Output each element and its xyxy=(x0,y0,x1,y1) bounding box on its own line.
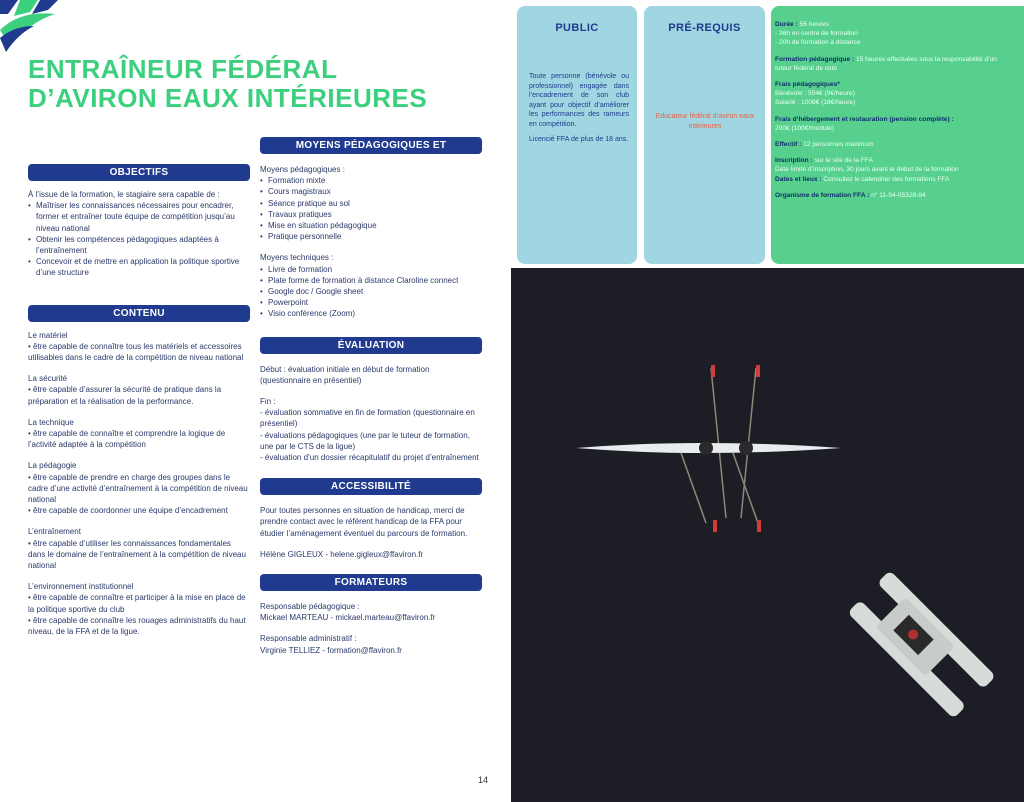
formateurs-heading: FORMATEURS xyxy=(260,574,482,591)
organisme-value: n° 11-94-05328-94 xyxy=(871,191,926,199)
evaluation-fin-title: Fin : xyxy=(260,397,276,407)
prerequis-body: Educateur fédéral d’aviron eaux intérieures xyxy=(655,113,755,130)
info-panel xyxy=(511,0,1024,268)
section-line: • être capable de coordonner une équipe d’encadrement xyxy=(28,506,228,516)
list-item: • Formation mixte xyxy=(260,175,482,186)
section-title: La pédagogie xyxy=(28,461,77,471)
title-line-2: D’AVIRON EAUX INTÉRIEURES xyxy=(28,83,428,113)
resp-admin-title: Responsable administratif : xyxy=(260,634,357,644)
contenu-block xyxy=(28,330,250,638)
list-item: • Powerpoint xyxy=(260,297,482,308)
accessibilite-block xyxy=(260,505,482,560)
moyens-block xyxy=(260,164,482,320)
formation-value: 15 heures effectuées sous la responsabilité d’un tuteur fédéral de club xyxy=(775,55,997,72)
page-title xyxy=(28,55,498,113)
section-title: L’entraînement xyxy=(28,527,81,537)
objectifs-block xyxy=(28,189,250,279)
section-line: • être capable d’utiliser les connaissances fondamentales dans le domaine de l’entraînement à la compétition de niveau national xyxy=(28,538,246,571)
accessibilite-contact: Hélène GIGLEUX - helene.gigleux@ffaviron.fr xyxy=(260,549,424,559)
list-item: • Visio conférence (Zoom) xyxy=(260,308,482,319)
public-body xyxy=(529,72,629,145)
section-line: • être capable d’assurer la sécurité de pratique dans la préparation et la réalisation de la performance. xyxy=(28,385,222,406)
list-item: • Séance pratique au sol xyxy=(260,198,482,209)
prerequis-heading: PRÉ-REQUIS xyxy=(668,22,741,34)
inscription-value: sur le site de la FFA xyxy=(814,157,873,165)
resp-admin: Virginie TELLIEZ - formation@ffaviron.fr xyxy=(260,645,402,655)
section-title: L’environnement institutionnel xyxy=(28,582,134,592)
list-item: • Maîtriser les connaissances nécessaires pour encadrer, former et entraîner toute équipe de compétition jusqu’au niveau national xyxy=(28,200,250,234)
section-title: La technique xyxy=(28,417,74,427)
moyens-heading: MOYENS PÉDAGOGIQUES ET TECHNIQUES xyxy=(260,137,482,154)
middle-column xyxy=(260,137,482,656)
formation-key: Formation pédagogique : xyxy=(775,55,855,63)
moyens-pedago-list xyxy=(260,175,482,242)
duree-value: 56 heures xyxy=(799,21,829,28)
public-licence: Licencié FFA de plus de 18 ans. xyxy=(529,136,629,143)
list-item: • Google doc / Google sheet xyxy=(260,286,482,297)
section-line: • être capable de connaître les rouages administratifs du haut niveau, de la FFA et de la ligue. xyxy=(28,615,246,637)
list-item: • Livre de formation xyxy=(260,264,482,275)
page-number: 14 xyxy=(478,775,489,785)
rowing-boats-illustration xyxy=(511,268,1024,802)
frais-line: Bénévole : 504€ (9€/heure) xyxy=(775,90,855,98)
left-column xyxy=(28,164,250,637)
objectifs-intro: À l’issue de la formation, le stagiaire sera capable de : xyxy=(28,190,220,199)
moyens-tech-list xyxy=(260,264,482,320)
dates-value: Consultez le calendrier des formations FFA xyxy=(823,175,950,183)
list-item: • Pratique personnelle xyxy=(260,231,482,242)
list-item: • Travaux pratiques xyxy=(260,209,482,220)
section-line: • être capable de connaître et participer à la mise en place de la politique sportive du club xyxy=(28,593,246,614)
evaluation-debut: Début : évaluation initiale en début de formation (questionnaire en présentiel) xyxy=(260,364,430,385)
inscription-key: Inscription : xyxy=(775,157,813,165)
formateurs-block xyxy=(260,601,482,656)
effectif-key: Effectif : xyxy=(775,141,802,149)
resp-peda: Mickael MARTEAU - mickael.marteau@ffaviron.fr xyxy=(260,613,436,623)
frais-line: Salarié : 1008€ (18€/heure) xyxy=(775,99,856,107)
title-line-1: ENTRAÎNEUR FÉDÉRAL xyxy=(28,54,338,84)
public-heading: PUBLIC xyxy=(555,22,599,34)
accessibilite-heading: ACCESSIBILITÉ xyxy=(260,478,482,495)
dates-key: Dates et lieux : xyxy=(775,175,822,183)
inscription-line: Date limite d’inscription, 30 jours avant le début de la formation xyxy=(775,166,959,174)
resp-peda-title: Responsable pédagogique : xyxy=(260,602,360,612)
list-item: • Mise en situation pédagogique xyxy=(260,220,482,231)
accessibilite-text: Pour toutes personnes en situation de handicap, merci de prendre contact avec le référent handicap de la FFA pour étudier l’aménagement éventuel du parcours de formation. xyxy=(260,506,468,538)
evaluation-fin-line: - évaluation d’un dossier récapitulatif du projet d’entraînement xyxy=(260,453,479,463)
list-item: • Obtenir les compétences pédagogiques adaptées à l’entraînement xyxy=(28,234,250,256)
prerequis-card xyxy=(644,6,765,264)
evaluation-heading: ÉVALUATION xyxy=(260,337,482,354)
evaluation-fin-line: - évaluation sommative en fin de formation (questionnaire en présentiel) xyxy=(260,408,475,429)
objectifs-list xyxy=(28,200,250,278)
duree-line: - 20h de formation à distance xyxy=(775,39,861,47)
moyens-tech-title: Moyens techniques : xyxy=(260,253,334,263)
section-line: • être capable de connaître et comprendre la logique de l’activité adaptée à la compétition xyxy=(28,429,226,450)
rowing-photo xyxy=(511,268,1024,802)
details-card xyxy=(771,6,1024,264)
list-item: • Cours magistraux xyxy=(260,186,482,197)
section-line: • être capable de prendre en charge des groupes dans le cadre d’une activité d’entraînement à la compétition de niveau national xyxy=(28,472,248,505)
contenu-heading: CONTENU xyxy=(28,305,250,322)
public-text: Toute personne (bénévole ou professionnel) engagée dans l’encadrement de son club ayant pour objectif d’améliorer les performances des rameurs en compétition. xyxy=(529,73,629,128)
details-list xyxy=(775,20,1015,200)
evaluation-block xyxy=(260,364,482,464)
section-title: La sécurité xyxy=(28,374,68,384)
duree-key: Durée : xyxy=(775,21,798,28)
ffaviron-logo xyxy=(0,0,70,55)
organisme-key: Organisme de formation FFA : xyxy=(775,191,870,199)
section-line: • être capable de connaître tous les matériels et accessoires utilisables dans le cadre de la compétition de niveau national xyxy=(28,341,244,363)
list-item: • Plate forme de formation à distance Claroline connect xyxy=(260,275,482,286)
duree-line: - 36h en centre de formation xyxy=(775,30,858,38)
effectif-value: 12 personnes maximum xyxy=(803,141,874,149)
public-card xyxy=(517,6,637,264)
objectifs-heading: OBJECTIFS xyxy=(28,164,250,181)
section-title: Le matériel xyxy=(28,330,68,340)
frais-key: Frais pédagogiques* xyxy=(775,81,840,89)
moyens-pedago-title: Moyens pédagogiques : xyxy=(260,165,345,174)
hebergement-value: 200€ (100€/module) xyxy=(775,124,835,132)
hebergement-key: Frais d’hébergement et restauration (pension complète) : xyxy=(775,115,954,123)
evaluation-fin-line: - évaluations pédagogiques (une par le tuteur de formation, une par le CTS de la ligue) xyxy=(260,430,470,451)
list-item: • Concevoir et de mettre en application la politique sportive d’une structure xyxy=(28,256,250,278)
